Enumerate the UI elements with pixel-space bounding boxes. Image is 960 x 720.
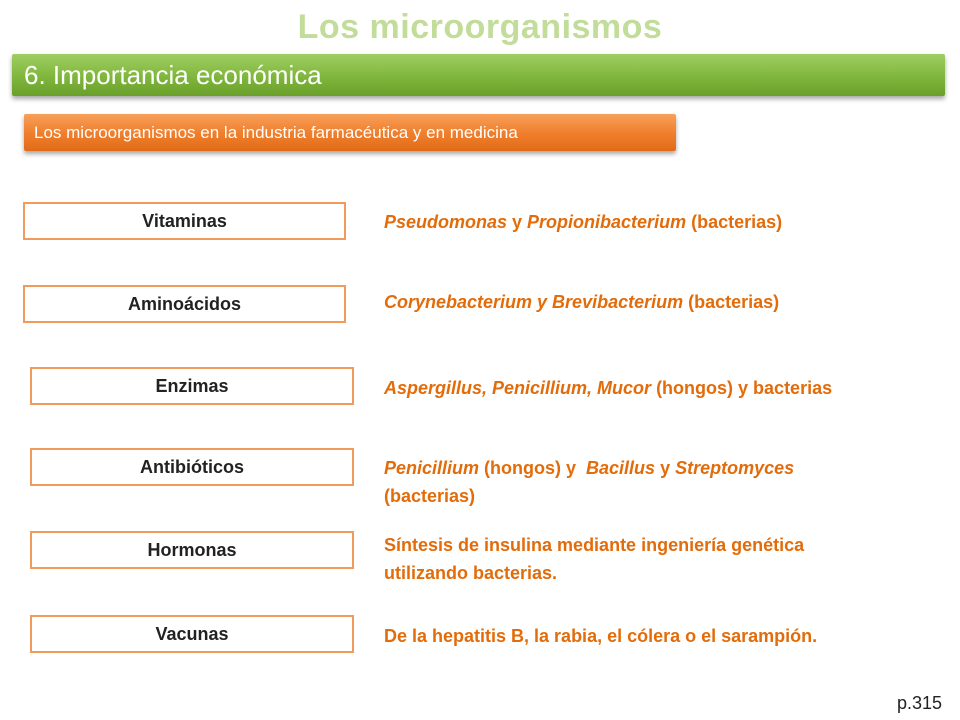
desc-part: y bbox=[655, 458, 676, 478]
label-box-enzimas bbox=[30, 367, 354, 405]
label-text: Enzimas bbox=[155, 375, 229, 396]
label-box-hormonas bbox=[30, 531, 354, 569]
desc-part: (hongos) y bacterias bbox=[651, 378, 833, 398]
section-title: 6. Importancia económica bbox=[24, 59, 322, 90]
label-box-vacunas bbox=[30, 615, 354, 653]
desc-antibioticos bbox=[384, 454, 854, 510]
label-box-antibioticos bbox=[30, 448, 354, 486]
desc-part: Bacillus bbox=[586, 458, 656, 478]
desc-hormonas bbox=[384, 531, 874, 587]
label-text: Hormonas bbox=[147, 539, 237, 560]
desc-part: (bacterias) bbox=[384, 486, 476, 506]
desc-part: Síntesis de insulina mediante ingeniería genética utilizando bacterias. bbox=[384, 535, 805, 583]
desc-aminoacidos bbox=[384, 288, 944, 316]
desc-enzimas bbox=[384, 374, 954, 402]
page-number: p.315 bbox=[896, 693, 942, 713]
label-text: Vacunas bbox=[155, 623, 229, 644]
label-text: Aminoácidos bbox=[127, 293, 242, 314]
desc-part: Streptomyces bbox=[675, 458, 795, 478]
desc-part: y bbox=[507, 212, 528, 232]
desc-part: (bacterias) bbox=[683, 292, 780, 312]
desc-vitaminas bbox=[384, 208, 944, 236]
label-box-vitaminas bbox=[23, 202, 346, 240]
desc-part: Penicillium bbox=[384, 458, 480, 478]
desc-part: De la hepatitis B, la rabia, el cólera o el sarampión. bbox=[384, 626, 818, 646]
desc-part: (hongos) y bbox=[479, 458, 587, 478]
subtitle-text: Los microorganismos en la industria farmacéutica y en medicina bbox=[34, 122, 518, 142]
label-text: Vitaminas bbox=[142, 210, 227, 231]
desc-vacunas bbox=[384, 622, 944, 650]
label-box-aminoacidos bbox=[23, 285, 346, 323]
subtitle-banner bbox=[24, 114, 676, 151]
desc-part: (bacterias) bbox=[686, 212, 783, 232]
label-text: Antibióticos bbox=[140, 456, 244, 477]
desc-part: Corynebacterium y Brevibacterium bbox=[384, 292, 684, 312]
slide-title: Los microorganismos bbox=[297, 8, 663, 46]
desc-part: Propionibacterium bbox=[527, 212, 687, 232]
desc-part: Pseudomonas bbox=[384, 212, 508, 232]
section-banner bbox=[12, 54, 945, 96]
desc-part: Aspergillus, Penicillium, Mucor bbox=[384, 378, 652, 398]
